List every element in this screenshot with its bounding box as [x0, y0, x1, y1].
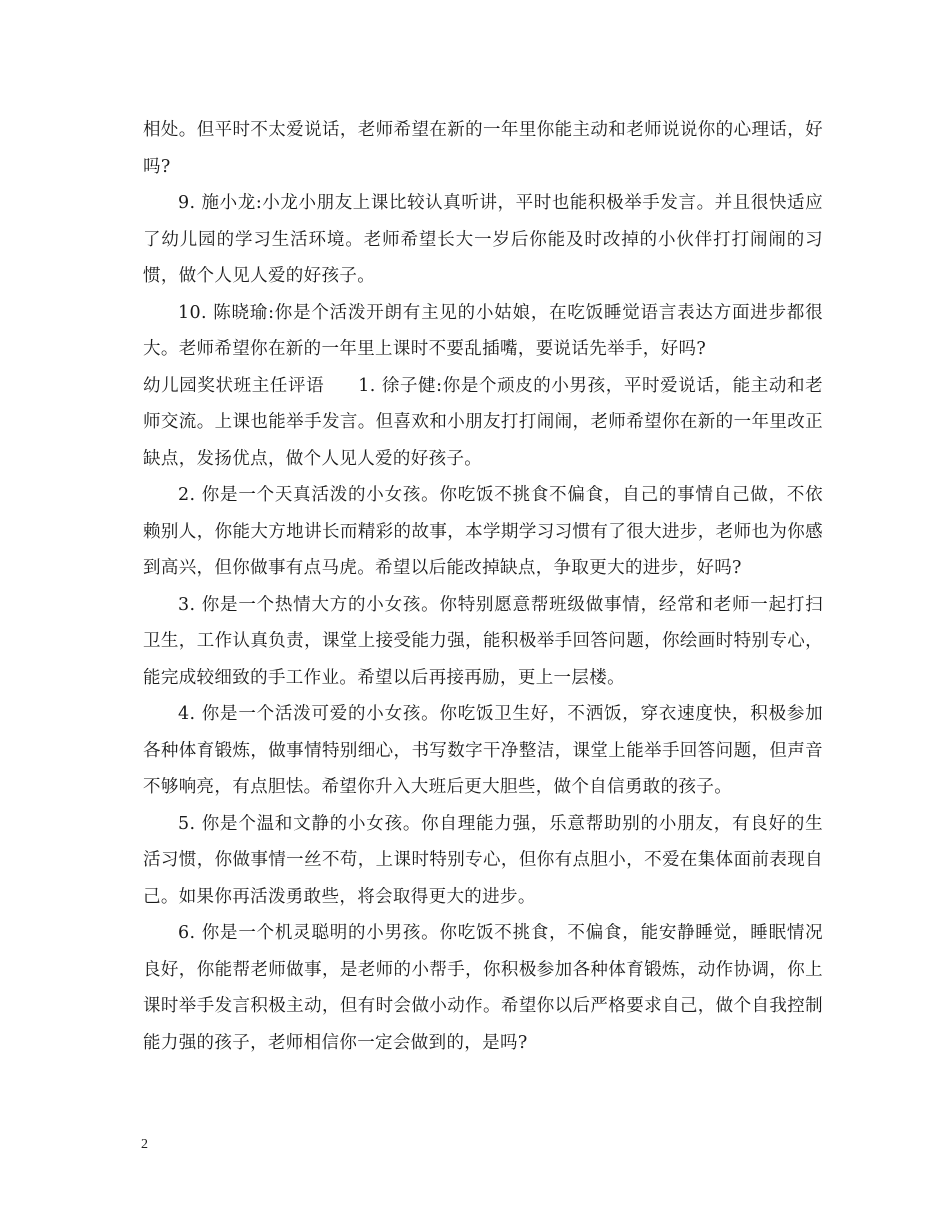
comment-paragraph-2: [143, 477, 823, 587]
paragraph-text: 10. 陈晓瑜:你是个活泼开朗有主见的小姑娘，在吃饭睡觉语言表达方面进步都很大。老师希望你在新的一年里上课时不要乱插嘴，要说话先举手，好吗?: [143, 302, 823, 359]
page-number: 2: [141, 1137, 148, 1152]
paragraph-text: 3. 你是一个热情大方的小女孩。你特别愿意帮班级做事情，经常和老师一起打扫卫生，工作认真负责，课堂上接受能力强，能积极举手回答问题，你绘画时特别专心，能完成较细致的手工作业。希望以后再接再励，更上一层楼。: [143, 594, 823, 688]
comment-paragraph-5: [143, 806, 823, 916]
comment-paragraph-9: [143, 185, 823, 295]
comment-paragraph-4: [143, 696, 823, 806]
paragraph-text: 9. 施小龙:小龙小朋友上课比较认真听讲，平时也能积极举手发言。并且很快适应了幼儿园的学习生活环境。老师希望长大一岁后你能及时改掉的小伙伴打打闹闹的习惯，做个人见人爱的好孩子。: [143, 193, 823, 286]
paragraph-text: 6. 你是一个机灵聪明的小男孩。你吃饭不挑食，不偏食，能安静睡觉，睡眠情况良好，你能帮老师做事，是老师的小帮手，你积极参加各种体育锻炼，动作协调，你上课时举手发言积极主动，但有时会做小动作。希望你以后严格要求自己，做个自我控制能力强的孩子，老师相信你一定会做到的，是吗?: [143, 923, 823, 1053]
paragraph-text: 5. 你是个温和文静的小女孩。你自理能力强，乐意帮助别的小朋友，有良好的生活习惯，你做事情一丝不苟，上课时特别专心，但你有点胆小，不爱在集体面前表现自己。如果你再活泼勇敢些，将会取得更大的进步。: [143, 813, 823, 907]
paragraph-text: 2. 你是一个天真活泼的小女孩。你吃饭不挑食不偏食，自己的事情自己做，不依赖别人，你能大方地讲长而精彩的故事，本学期学习习惯有了很大进步，老师也为你感到高兴，但你做事有点马虎。希望以后能改掉缺点，争取更大的进步，好吗?: [143, 485, 823, 578]
document-body: [143, 112, 823, 1061]
paragraph-text: 4. 你是一个活泼可爱的小女孩。你吃饭卫生好，不洒饭，穿衣速度快，积极参加各种体育锻炼，做事情特别细心，书写数字干净整洁，课堂上能举手回答问题，但声音不够响亮，有点胆怯。希望你升入大班后更大胆些，做个自信勇敢的孩子。: [143, 704, 823, 797]
section-title: 幼儿园奖状班主任评语: [143, 375, 325, 396]
comment-paragraph-3: [143, 587, 823, 697]
paragraph-text: 1. 徐子健:你是个顽皮的小男孩，平时爱说话，能主动和老师交流。上课也能举手发言。但喜欢和小朋友打打闹闹，老师希望你在新的一年里改正缺点，发扬优点，做个人见人爱的好孩子。: [143, 375, 823, 469]
section-paragraph-1: [143, 368, 823, 478]
paragraph-continued: [143, 112, 823, 185]
comment-paragraph-10: [143, 295, 823, 368]
paragraph-text: 相处。但平时不太爱说话，老师希望在新的一年里你能主动和老师说说你的心理话，好吗?: [143, 120, 823, 177]
comment-paragraph-6: [143, 915, 823, 1061]
